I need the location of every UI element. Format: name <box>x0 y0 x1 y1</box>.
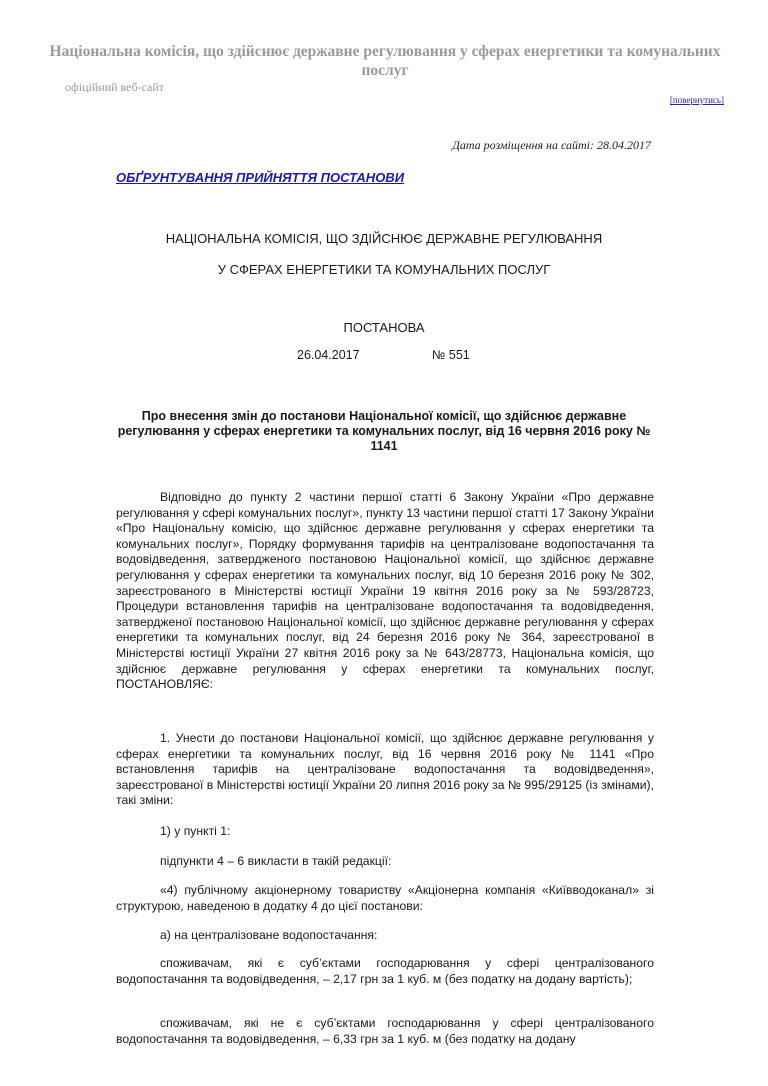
document-type: ПОСТАНОВА <box>343 320 425 335</box>
justification-link[interactable]: ОБҐРУНТУВАННЯ ПРИЙНЯТТЯ ПОСТАНОВИ <box>116 170 405 185</box>
paragraph-subitems-4-6: підпункти 4 – 6 викласти в такій редакції: <box>160 854 392 868</box>
paragraph-consumers-2: споживачам, які не є суб’єктами господарювання у сфері централізованого водопостачання та водовідведення, – 6,33 грн за 1 куб. м (без податку на додану <box>116 1016 654 1046</box>
paragraph-subitem-1: 1) у пункті 1: <box>160 824 231 838</box>
document-number: № 551 <box>432 348 470 362</box>
paragraph-consumers-1: споживачам, які є суб’єктами господарювання у сфері централізованого водопостачання та водовідведення, – 2,17 грн за 1 куб. м (без податку на додану вартість); <box>116 956 654 986</box>
site-subtitle: офіційний веб-сайт <box>65 80 165 94</box>
paragraph-intro: Відповідно до пункту 2 частини першої статті 6 Закону України «Про державне регулювання у сфері комунальних послуг», пункту 13 частини першої статті 17 Закону України «Про Національну комісію, що здійснює державне регулювання у сферах енергетики та комунальних послуг», Порядку формування тарифів на централізоване водопостачання та водовідведення, затвердженого постановою Національної комісії, що здійснює державне регулювання у сферах енергетики та комунальних послуг, від 10 березня 2016 року № 302, зареєстрованого в Міністерстві юстиції України 19 квітня 2016 року за № 593/28723, Процедури встановлення тарифів на централізоване водопостачання та водовідведення, затвердженої постановою Національної комісії, що здійснює державне регулювання у сферах енергетики та комунальних послуг, від 24 березня 2016 року № 364, зареєстрованої в Міністерстві юстиції України 27 квітня 2016 року за № 643/28773, Національна комісія, що здійснює державне регулювання у сферах енергетики та комунальних послуг, ПОСТАНОВЛЯЄ: <box>116 490 654 692</box>
paragraph-item-1: 1. Унести до постанови Національної комісії, що здійснює державне регулювання у сферах енергетики та комунальних послуг, від 16 червня 2016 року № 1141 «Про встановлення тарифів на централізоване водопостачання та водовідведення», зареєстрованої в Міністерстві юстиції України 20 липня 2016 року за № 995/29125 (із змінами), такі зміни: <box>116 731 654 808</box>
paragraph-water-supply: а) на централізоване водопостачання: <box>160 928 378 942</box>
document-date: 26.04.2017 <box>297 348 360 362</box>
publication-date: Дата розміщення на сайті: 28.04.2017 <box>452 138 651 152</box>
document-title: Про внесення змін до постанови Національної комісії, що здійснює державне регулювання у сферах енергетики та комунальних послуг, від 16 червня 2016 року № 1141 <box>117 409 651 453</box>
org-name-line2: У СФЕРАХ ЕНЕРГЕТИКИ ТА КОМУНАЛЬНИХ ПОСЛУГ <box>217 262 551 277</box>
org-name-line1: НАЦІОНАЛЬНА КОМІСІЯ, ЩО ЗДІЙСНЮЄ ДЕРЖАВНЕ РЕГУЛЮВАННЯ <box>165 231 603 246</box>
back-link[interactable]: [повернутись] <box>669 95 724 105</box>
site-title: Національна комісія, що здійснює державне регулювання у сферах енергетики та комунальних послуг <box>49 43 721 79</box>
paragraph-subitem-4: «4) публічному акціонерному товариству «Акціонерна компанія «Київводоканал» зі структурою, наведеною в додатку 4 до цієї постанови: <box>116 883 654 913</box>
